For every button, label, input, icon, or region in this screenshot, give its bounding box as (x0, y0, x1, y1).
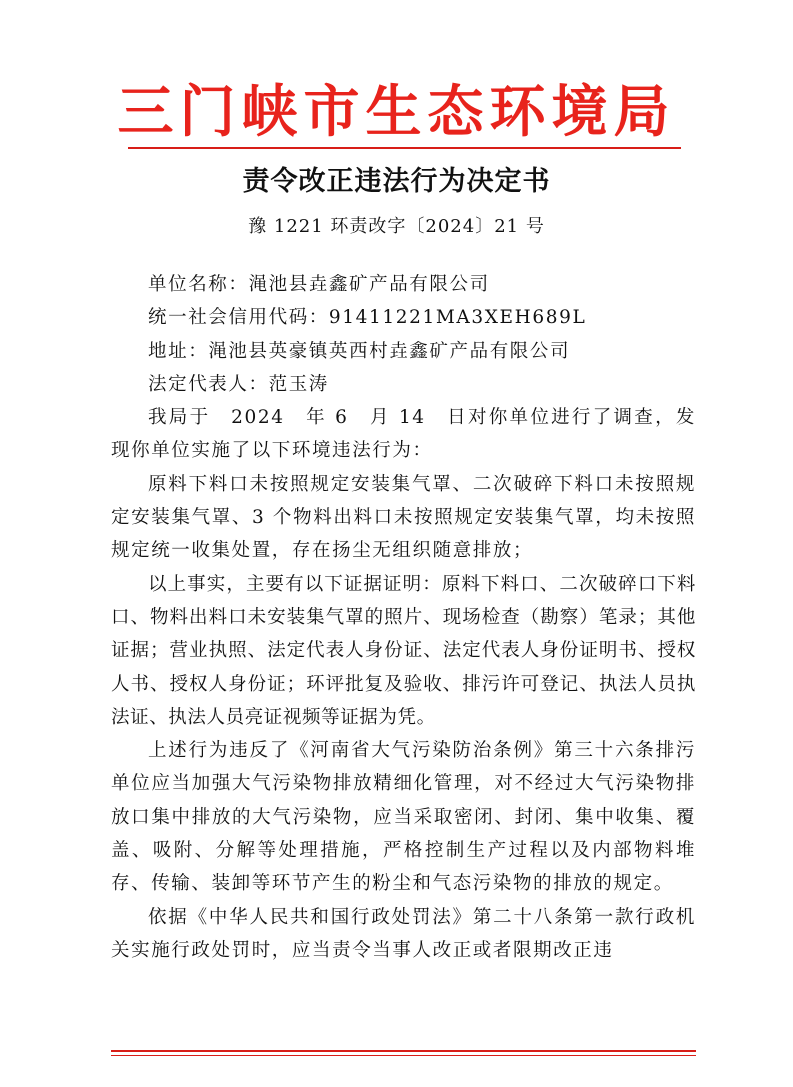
paragraph-regulation: 上述行为违反了《河南省大气污染防治条例》第三十六条排污单位应当加强大气污染物排放精细化管理，对不经过大气污染物排放口集中排放的大气污染物，应当采取密闭、封闭、集中收集、覆盖、吸附、分解等处理措施，严格控制生产过程以及内部物料堆存、传输、装卸等环节产生的粉尘和气态污染物的排放的规定。 (111, 740, 696, 895)
field-legal-rep: 法定代表人：范玉涛 (148, 373, 329, 395)
field-unit-name: 单位名称：渑池县垚鑫矿产品有限公司 (148, 274, 490, 295)
footer-rule-thin (111, 1055, 696, 1056)
document-number: 豫 1221 环责改字〔2024〕21 号 (248, 216, 545, 237)
field-address: 地址：渑池县英豪镇英西村垚鑫矿产品有限公司 (148, 340, 571, 362)
agency-title: 三门峡市生态环境局 (117, 79, 676, 145)
document-title: 责令改正违法行为决定书 (242, 166, 551, 197)
paragraph-evidence: 以上事实，主要有以下证据证明：原料下料口、二次破碎口下料口、物料出料口未安装集气罩的照片、现场检查（勘察）笔录；其他证据；营业执照、法定代表人身份证、法定代表人身份证明书、授权人书、授权人身份证；环评批复及验收、排污许可登记、执法人员执法证、执法人员亮证视频等证据为凭。 (111, 573, 696, 728)
header-rule (128, 147, 681, 149)
footer-rule-thick (111, 1050, 696, 1052)
document-body (111, 268, 696, 967)
paragraph-violation: 原料下料口未按照规定安装集气罩、二次破碎下料口未按照规定安装集气罩、3 个物料出料口未按照规定安装集气罩，均未按照规定统一收集处置，存在扬尘无组织随意排放； (111, 473, 696, 562)
field-credit-code: 统一社会信用代码：91411221MA3XEH689L (148, 307, 587, 329)
paragraph-legal-basis: 依据《中华人民共和国行政处罚法》第二十八条第一款行政机关实施行政处罚时，应当责令当事人改正或者限期改正违 (111, 906, 696, 961)
paragraph-investigation: 我局于 2024 年 6 月 14 日对你单位进行了调查，发现你单位实施了以下环境违法行为： (111, 407, 696, 462)
